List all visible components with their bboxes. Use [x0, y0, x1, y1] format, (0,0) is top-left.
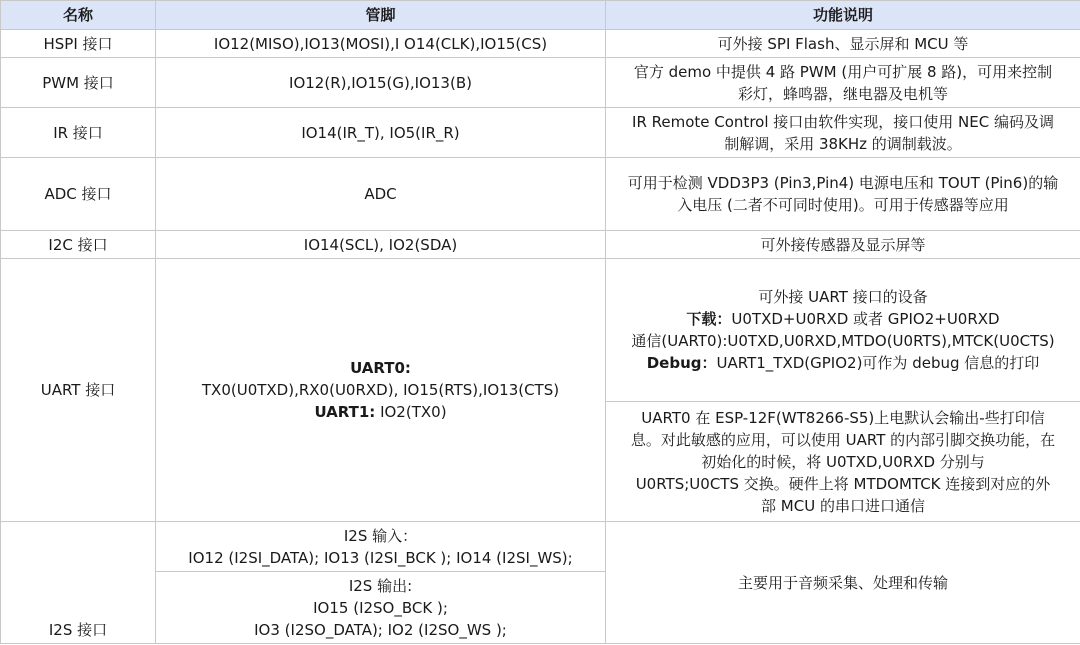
pwm-desc: [606, 58, 1080, 108]
table-row-ir: [1, 108, 1080, 158]
uart-note-line3: 初始化的时候，将 U0TXD,U0RXD 分别与: [701, 452, 985, 471]
uart-note-line2: 息。对此敏感的应用，可以使用 UART 的内部引脚交换功能，在: [630, 430, 1056, 449]
i2s-output-label: I2S 输出:: [348, 576, 413, 595]
pwm-desc-line2: 彩灯，蜂鸣器，继电器及电机等: [737, 84, 948, 103]
hspi-desc: 可外接 SPI Flash、显示屏和 MCU 等: [606, 30, 1080, 58]
i2s-desc: 主要用于音频采集、处理和传输: [606, 522, 1080, 644]
pwm-desc-line1: 官方 demo 中提供 4 路 PWM (用户可扩展 8 路)，可用来控制: [633, 62, 1053, 81]
i2s-input-text: IO12 (I2SI_DATA); IO13 (I2SI_BCK ); IO14 (I2SI_WS);: [188, 548, 573, 567]
header-name: 名称: [1, 1, 156, 30]
uart0-pins: TX0(U0TXD),RX0(U0RXD), IO15(RTS),IO13(CTS): [201, 381, 560, 399]
pwm-name: PWM 接口: [1, 58, 156, 108]
uart-download-text: U0TXD+U0RXD 或者 GPIO2+U0RXD: [731, 310, 1000, 328]
table-row-pwm: [1, 58, 1080, 108]
uart-desc-line1: 可外接 UART 接口的设备: [758, 288, 928, 306]
uart-desc-line3: 通信(UART0):U0TXD,U0RXD,MTDO(U0RTS),MTCK(U0CTS): [631, 332, 1055, 350]
header-pins: 管脚: [156, 1, 606, 30]
ir-pins: IO14(IR_T), IO5(IR_R): [156, 108, 606, 158]
i2c-desc: 可外接传感器及显示屏等: [606, 231, 1080, 259]
i2c-name: I2C 接口: [1, 231, 156, 259]
table-row-hspi: [1, 30, 1080, 58]
i2s-name: I2S 接口: [1, 522, 156, 644]
uart-download-label: 下载：: [686, 310, 732, 328]
i2c-pins: IO14(SCL), IO2(SDA): [156, 231, 606, 259]
uart-debug-text: UART1_TXD(GPIO2)可作为 debug 信息的打印: [716, 354, 1040, 372]
ir-desc: [606, 108, 1080, 158]
hspi-pins: IO12(MISO),IO13(MOSI),I O14(CLK),IO15(CS): [156, 30, 606, 58]
uart0-label: UART0:: [350, 359, 411, 377]
uart-desc-download: [610, 308, 1076, 330]
hspi-name: HSPI 接口: [1, 30, 156, 58]
adc-pins: ADC: [156, 158, 606, 231]
table-row-i2c: [1, 231, 1080, 259]
uart1-line: [160, 401, 601, 423]
table-row-i2s: [1, 522, 1080, 572]
uart1-label: UART1:: [314, 403, 376, 421]
i2s-input-label: I2S 输入：: [343, 526, 418, 545]
ir-name: IR 接口: [1, 108, 156, 158]
header-function: 功能说明: [606, 1, 1080, 30]
ir-desc-line2: 制解调，采用 38KHz 的调制载波。: [724, 134, 962, 153]
table-header-row: [1, 1, 1080, 30]
i2s-output-line1: IO15 (I2SO_BCK );: [313, 598, 448, 617]
adc-name: ADC 接口: [1, 158, 156, 231]
adc-desc-line1: 可用于检测 VDD3P3 (Pin3,Pin4) 电源电压和 TOUT (Pin6)的输: [627, 174, 1059, 192]
i2s-output-line2: IO3 (I2SO_DATA); IO2 (I2SO_WS );: [254, 620, 507, 639]
adc-desc: [606, 158, 1080, 231]
uart-note-line5: 部 MCU 的串口进口通信: [761, 496, 925, 515]
uart-debug-label: Debug：: [646, 354, 717, 372]
uart-desc-main: [606, 259, 1080, 402]
uart-pins: [156, 259, 606, 522]
table-row-uart: [1, 259, 1080, 402]
uart-note-line1: UART0 在 ESP-12F(WT8266-S5)上电默认会输出-些打印信: [641, 408, 1045, 427]
i2s-input-pins: [156, 522, 606, 572]
uart1-pins: IO2(TX0): [375, 403, 447, 421]
pwm-pins: IO12(R),IO15(G),IO13(B): [156, 58, 606, 108]
ir-desc-line1: IR Remote Control 接口由软件实现，接口使用 NEC 编码及调: [632, 112, 1054, 131]
i2s-output-pins: [156, 572, 606, 644]
uart-desc-debug: [610, 352, 1076, 374]
adc-desc-line2: 入电压 (二者不可同时使用)。可用于传感器等应用: [677, 196, 1009, 214]
uart-note-line4: U0RTS;U0CTS 交换。硬件上将 MTDOMTCK 连接到对应的外: [635, 474, 1051, 493]
uart-desc-note: [606, 402, 1080, 522]
table-row-adc: [1, 158, 1080, 231]
uart-name: UART 接口: [1, 259, 156, 522]
